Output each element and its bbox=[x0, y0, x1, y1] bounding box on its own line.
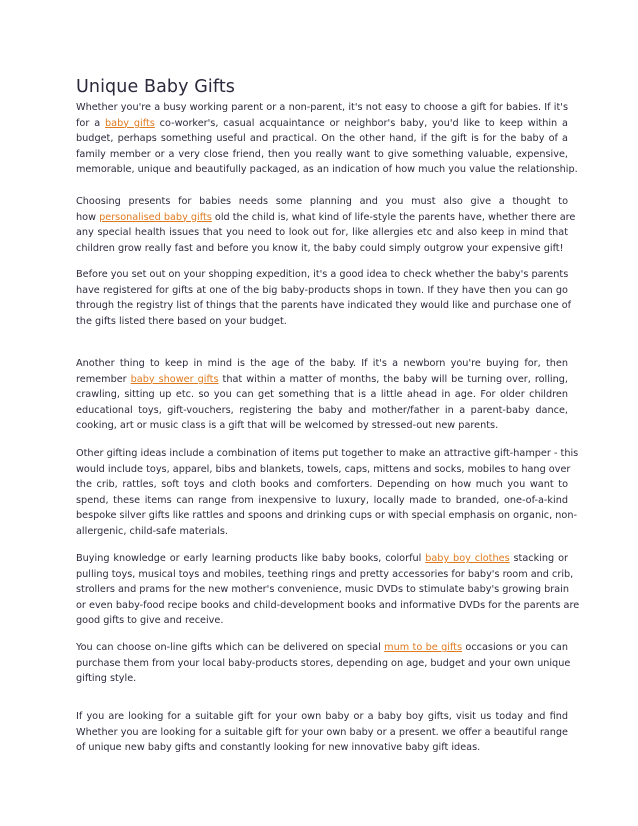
text-run: stacking or bbox=[509, 553, 568, 564]
text-run: old the child is, what kind of life-style the parents have, whether there are bbox=[211, 211, 576, 223]
text-run: good gifts to give and receive. bbox=[76, 615, 224, 627]
inline-link[interactable]: mum to be gifts bbox=[384, 642, 463, 653]
text-line bbox=[76, 356, 568, 372]
text-run: crawling, sitting up etc. so you can get something that is a little ahead in age. For older children bbox=[76, 389, 568, 401]
text-run: family member or a very close friend, then you really want to give something valuable, expensive, bbox=[76, 148, 568, 160]
text-run: Buying knowledge or early learning products like baby books, colorful bbox=[76, 553, 426, 564]
text-line bbox=[76, 598, 580, 614]
text-run: through the registry list of things that the parents have indicated they would like and purchase one of bbox=[76, 300, 572, 312]
text-run: Choosing presents for babies needs some planning and you must also give a thought to bbox=[76, 196, 568, 207]
text-line bbox=[76, 493, 568, 509]
paragraph bbox=[76, 267, 572, 329]
text-run: for a bbox=[76, 117, 106, 129]
text-line bbox=[76, 267, 568, 283]
inline-link[interactable]: baby gifts bbox=[105, 117, 155, 129]
text-run: any special health issues that you need to look out for, like allergies etc and also keep in mind that bbox=[76, 227, 568, 239]
page-title: Unique Baby Gifts bbox=[76, 77, 236, 97]
text-line bbox=[76, 613, 568, 629]
text-run: spend, these items can range from inexpensive to luxury, locally made to branded, one-of-a-kind bbox=[76, 494, 568, 506]
text-line bbox=[76, 225, 568, 241]
text-line bbox=[76, 147, 568, 163]
text-run: allergenic, child-safe materials. bbox=[76, 525, 229, 537]
text-line bbox=[76, 387, 568, 403]
text-run: remember bbox=[76, 373, 131, 385]
paragraph bbox=[76, 640, 571, 687]
text-run: gifting style. bbox=[76, 673, 137, 685]
text-line bbox=[76, 725, 568, 741]
inline-link[interactable]: baby boy clothes bbox=[425, 553, 510, 564]
text-line bbox=[76, 582, 568, 598]
text-line bbox=[76, 477, 568, 493]
text-line bbox=[76, 524, 568, 540]
text-run: memorable, unique and beautifully packaged, as an indication of how much you value the relationship. bbox=[76, 164, 578, 176]
text-line bbox=[76, 551, 568, 567]
text-line bbox=[76, 298, 572, 314]
text-run: how bbox=[76, 211, 100, 223]
text-line bbox=[76, 194, 568, 210]
text-run: occasions or you can bbox=[462, 642, 568, 653]
text-run: You can choose on-line gifts which can be delivered on special bbox=[76, 642, 385, 653]
text-run: Before you set out on your shopping expedition, it's a good idea to check whether the baby's parents bbox=[76, 269, 569, 280]
text-run: educational toys, gift-vouchers, registering the baby and mother/father in a parent-baby dance, bbox=[76, 404, 568, 416]
text-line bbox=[76, 508, 577, 524]
paragraph bbox=[76, 446, 579, 540]
text-run: strollers and prams for the new mother's convenience, music DVDs to stimulate baby's growing brain bbox=[76, 584, 570, 596]
text-run: the crib, rattles, soft toys and cloth books and comforters. Depending on how much you want to bbox=[76, 479, 568, 491]
paragraph bbox=[76, 356, 568, 434]
text-run: or even baby-food recipe books and child-development books and informative DVDs for the parents are bbox=[76, 599, 580, 611]
text-run: pulling toys, musical toys and mobiles, teething rings and pretty accessories for baby's room and crib, bbox=[76, 568, 574, 580]
text-run: cooking, art or music class is a gift that will be welcomed by stressed-out new parents. bbox=[76, 420, 499, 432]
text-run: If you are looking for a suitable gift for your own baby or a baby boy gifts, visit us today and find bbox=[76, 711, 568, 722]
text-run: purchase them from your local baby-products stores, depending on age, budget and your own unique bbox=[76, 657, 571, 669]
text-line bbox=[76, 567, 574, 583]
paragraph bbox=[76, 100, 578, 178]
text-line bbox=[76, 162, 578, 178]
text-run: would include toys, apparel, bibs and blankets, towels, caps, mittens and socks, mobiles to hang over bbox=[76, 463, 571, 475]
text-run: of unique new baby gifts and constantly looking for new innovative baby gift ideas. bbox=[76, 742, 481, 754]
text-run: Other gifting ideas include a combination of items put together to make an attractive gift-hamper - this bbox=[76, 448, 579, 459]
text-line bbox=[76, 462, 571, 478]
text-line bbox=[76, 418, 568, 434]
text-run: Whether you are looking for a suitable gift for your own baby or a present. we offer a beautiful range bbox=[76, 726, 568, 738]
inline-link[interactable]: baby shower gifts bbox=[130, 373, 219, 385]
text-run: Whether you're a busy working parent or a non-parent, it's not easy to choose a gift for babies. If it's bbox=[76, 102, 568, 113]
text-line bbox=[76, 314, 568, 330]
text-line bbox=[76, 403, 568, 419]
text-line bbox=[76, 446, 579, 462]
text-line bbox=[76, 241, 568, 257]
text-line bbox=[76, 709, 568, 725]
text-run: have registered for gifts at one of the big baby-products shops in town. If they have then you can go bbox=[76, 284, 568, 296]
text-line bbox=[76, 116, 568, 132]
text-line bbox=[76, 740, 568, 756]
paragraph bbox=[76, 551, 580, 629]
text-run: budget, perhaps something useful and practical. On the other hand, if the gift is for the baby of a bbox=[76, 133, 568, 145]
text-run: children grow really fast and before you know it, the baby could simply outgrow your expensive gift! bbox=[76, 242, 564, 254]
text-line bbox=[76, 131, 568, 147]
paragraph bbox=[76, 194, 576, 256]
text-run: the gifts listed there based on your budget. bbox=[76, 315, 287, 327]
text-line bbox=[76, 283, 568, 299]
paragraph bbox=[76, 709, 568, 756]
text-line bbox=[76, 100, 568, 116]
text-run: bespoke silver gifts like rattles and spoons and drinking cups or with special emphasis on organic, non- bbox=[76, 510, 577, 522]
inline-link[interactable]: personalised baby gifts bbox=[99, 211, 212, 223]
text-line bbox=[76, 210, 576, 226]
text-run: that within a matter of months, the baby will be turning over, rolling, bbox=[218, 373, 568, 385]
text-line bbox=[76, 372, 568, 388]
text-line bbox=[76, 640, 568, 656]
text-line bbox=[76, 656, 571, 672]
text-line bbox=[76, 671, 568, 687]
text-run: co-worker's, casual acquaintance or neighbor's baby, you'd like to keep within a bbox=[154, 117, 568, 129]
text-run: Another thing to keep in mind is the age of the baby. If it's a newborn you're buying for, then bbox=[76, 358, 568, 369]
